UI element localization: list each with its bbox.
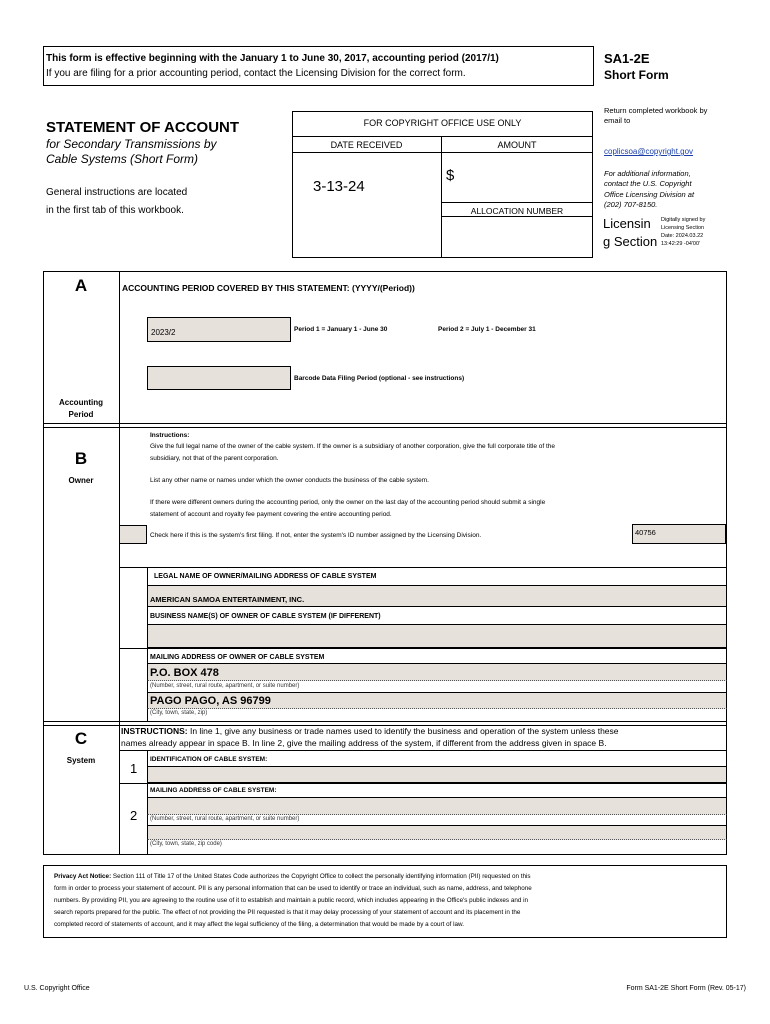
system-id-value: 40756 [635,528,656,537]
accounting-period-value: 2023/2 [151,328,176,337]
general-instructions-1: General instructions are located [46,187,188,198]
legal-name-label: LEGAL NAME OF OWNER/MAILING ADDRESS OF CABLE SYSTEM [154,573,377,580]
footer-right: Form SA1-2E Short Form (Rev. 05-17) [626,985,746,992]
signature-name-2: g Section [603,234,658,249]
line-2-number: 2 [130,808,138,823]
business-name-input[interactable] [147,624,727,648]
barcode-period-input[interactable] [147,366,291,390]
date-received-label: DATE RECEIVED [330,140,403,150]
mailing-address-input[interactable] [147,663,727,681]
section-a-letter: A [74,276,88,295]
footer-left: U.S. Copyright Office [24,985,90,992]
city-hint-c: (City, town, state, zip code) [150,841,222,847]
system-mailing-label: MAILING ADDRESS OF CABLE SYSTEM: [150,787,277,794]
section-b-side: Owner [68,476,94,485]
period-1-note: Period 1 = January 1 - June 30 [294,326,388,333]
form-id: SA1-2E [604,51,650,66]
line-1-number: 1 [130,761,138,776]
owner-instructions-2: List any other name or names under which the owner conducts the business of the cable system. [150,477,429,484]
signature-note-3: Date: 2024.03.22 [661,233,704,239]
owner-instructions-head: Instructions: [150,432,190,439]
legal-name-value: AMERICAN SAMOA ENTERTAINMENT, INC. [150,595,305,604]
system-instructions-2: names already appear in space B. In line 2, give the mailing address of the system, if different from the address given in space B. [121,738,607,748]
signature-note-2: Licensing Section [661,225,705,231]
city-hint-b: (City, town, state, zip) [150,710,208,716]
owner-instructions-3a: If there were different owners during the accounting period, only the owner on the last day of the accounting period should submit a single [150,499,546,506]
title-sub1: for Secondary Transmissions by [46,137,217,151]
privacy-line-3: numbers. By providing PII, you are agreeing to the routine use of it to establish and maintain a public record, which includes appearing in the Office's public indexes and in [54,897,528,904]
system-instructions [121,726,619,736]
mailing-address-label: MAILING ADDRESS OF OWNER OF CABLE SYSTEM [150,654,325,661]
first-filing-checkbox[interactable] [119,525,147,544]
system-instructions-text: In line 1, give any business or trade names used to identify the business and operation of the system unless these [187,726,619,736]
effective-notice-box [43,46,594,86]
dollar-sign: $ [446,167,455,184]
info-2: contact the U.S. Copyright [604,179,692,188]
signature-note-4: 13:42:29 -04'00' [661,241,701,247]
date-received-value[interactable]: 3-13-24 [313,178,365,195]
office-use-heading: FOR COPYRIGHT OFFICE USE ONLY [363,118,522,128]
system-instructions-bold: INSTRUCTIONS: [121,726,188,736]
info-4: (202) 707-8150. [604,200,658,209]
privacy-line-1 [54,873,531,880]
mailing-address-value: P.O. BOX 478 [150,667,219,679]
section-a-side-2: Period [68,410,94,419]
info-1: For additional information, [604,169,691,178]
signature-name-1: Licensin [603,216,651,231]
identification-label: IDENTIFICATION OF CABLE SYSTEM: [150,756,268,763]
general-instructions-2: in the first tab of this workbook. [46,205,184,216]
owner-instructions-3b: statement of account and royalty fee payment covering the entire accounting period. [150,511,392,518]
street-hint-c: (Number, street, rural route, apartment, or suite number) [150,816,300,822]
period-2-note: Period 2 = July 1 - December 31 [438,326,536,333]
privacy-bold: Privacy Act Notice: [54,873,112,880]
accounting-period-heading: ACCOUNTING PERIOD COVERED BY THIS STATEMENT: (YYYY/(Period)) [122,283,415,293]
system-mailing-input[interactable] [147,797,727,815]
page-title: STATEMENT OF ACCOUNT [46,119,240,136]
allocation-number-label: ALLOCATION NUMBER [470,206,564,216]
form-type: Short Form [604,68,669,82]
section-c-side: System [66,756,96,765]
barcode-period-label: Barcode Data Filing Period (optional - see instructions) [294,375,465,382]
system-city-input[interactable] [147,825,727,840]
first-filing-label: Check here if this is the system's first filing. If not, enter the system's ID number assigned by the Licensing Division. [150,532,482,539]
business-name-label: BUSINESS NAME(S) OF OWNER OF CABLE SYSTEM (IF DIFFERENT) [150,613,381,620]
privacy-line-4: search reports prepared for the public. The effect of not providing the PII requested is that it may delay processing of your statement of account and its placement in the [54,909,521,916]
street-hint-b: (Number, street, rural route, apartment, or suite number) [150,683,300,689]
owner-instructions-1a: Give the full legal name of the owner of the cable system. If the owner is a subsidiary of another corporation, give the full corporate title of the [150,443,556,450]
email-link[interactable]: coplicsoa@copyright.gov [604,147,694,156]
owner-instructions-1b: subsidiary, not that of the parent corporation. [150,455,279,462]
city-value: PAGO PAGO, AS 96799 [150,695,271,707]
section-b-letter: B [74,449,88,468]
title-sub2: Cable Systems (Short Form) [46,152,199,166]
amount-label: AMOUNT [497,140,537,150]
identification-input[interactable] [147,766,727,783]
privacy-line-2: form in order to process your statement of account. PII is any personal information that can be used to identify or trace an individual, such as name, address, and telephone [54,885,532,892]
return-text: Return completed workbook by email to [604,106,708,125]
effective-notice-line1: This form is effective beginning with the January 1 to June 30, 2017, accounting period (2017/1) [46,53,499,64]
info-3: Office Licensing Division at [604,190,695,199]
signature-note-1: Digitally signed by [661,217,706,223]
effective-notice-line2: If you are filing for a prior accounting period, contact the Licensing Division for the correct form. [46,68,466,79]
privacy-text-1: Section 111 of Title 17 of the United States Code authorizes the Copyright Office to collect the personally identifying information (PII) requested on this [111,873,531,880]
privacy-line-5: completed record of statements of account, and it may affect the legal sufficiency of the filing, a determination that would be made by a court of law. [54,921,464,928]
section-a-side-1: Accounting [59,398,103,407]
section-c-letter: C [74,729,88,748]
